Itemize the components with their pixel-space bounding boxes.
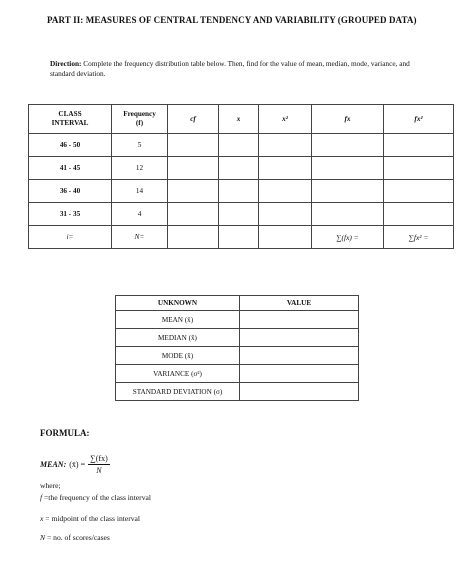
frequency-cell: 12 xyxy=(112,157,168,180)
fx-cell[interactable] xyxy=(312,180,384,203)
unknown-header-row xyxy=(116,296,359,311)
class-interval-cell: 41 - 45 xyxy=(29,157,112,180)
table-row xyxy=(116,329,359,347)
mean-denominator: N xyxy=(96,465,102,475)
mean-formula xyxy=(40,452,110,476)
unknown-label-mode: MODE (x̂) xyxy=(116,347,240,365)
empty-cell xyxy=(168,226,219,249)
fx-cell[interactable] xyxy=(312,134,384,157)
definition-text: = midpoint of the class interval xyxy=(43,514,141,523)
where-text: where; xyxy=(40,481,61,490)
cf-cell[interactable] xyxy=(168,157,219,180)
definition-text: =the frequency of the class interval xyxy=(42,493,151,502)
freq-header-row xyxy=(29,105,454,134)
total-n-cell[interactable]: N= xyxy=(112,226,168,249)
unknown-label-standard-deviation: STANDARD DEVIATION (σ) xyxy=(116,383,240,401)
class-interval-cell: 46 - 50 xyxy=(29,134,112,157)
table-row xyxy=(116,311,359,329)
header-class-interval: CLASS INTERVAL xyxy=(29,105,112,134)
x-squared-cell[interactable] xyxy=(259,157,312,180)
definition-symbol: f xyxy=(40,493,43,502)
cf-cell[interactable] xyxy=(168,203,219,226)
sum-fx-squared-cell[interactable]: ∑fx² = xyxy=(384,226,454,249)
definition-symbol: x xyxy=(40,514,44,523)
definition-x xyxy=(40,514,140,523)
table-row xyxy=(116,347,359,365)
definition-symbol: N xyxy=(40,533,46,542)
x-squared-cell[interactable] xyxy=(259,203,312,226)
value-cell-mean[interactable] xyxy=(240,311,359,329)
direction-label: Direction: xyxy=(50,59,82,68)
header-value: VALUE xyxy=(240,296,359,311)
fx-squared-cell[interactable] xyxy=(384,203,454,226)
mean-lhs: (x̄) = xyxy=(69,459,86,469)
table-row xyxy=(29,157,454,180)
unknown-label-mean: MEAN (x̄) xyxy=(116,311,240,329)
header-x-squared: x² xyxy=(259,105,312,134)
header-x: x xyxy=(219,105,259,134)
x-cell[interactable] xyxy=(219,180,259,203)
frequency-cell: 14 xyxy=(112,180,168,203)
unknown-label-median: MEDIAN (x̃) xyxy=(116,329,240,347)
part-title: PART II: MEASURES OF CENTRAL TENDENCY AND VARIABILITY (GROUPED DATA) xyxy=(47,15,417,25)
value-cell-standard-deviation[interactable] xyxy=(240,383,359,401)
direction-paragraph xyxy=(50,59,430,79)
cf-cell[interactable] xyxy=(168,180,219,203)
x-cell[interactable] xyxy=(219,157,259,180)
fx-squared-cell[interactable] xyxy=(384,180,454,203)
empty-cell xyxy=(259,226,312,249)
value-cell-variance[interactable] xyxy=(240,365,359,383)
header-unknown: UNKNOWN xyxy=(116,296,240,311)
fx-cell[interactable] xyxy=(312,203,384,226)
x-squared-cell[interactable] xyxy=(259,180,312,203)
sum-fx-cell[interactable]: ∑(fx) = xyxy=(312,226,384,249)
table-row xyxy=(29,180,454,203)
value-cell-mode[interactable] xyxy=(240,347,359,365)
class-interval-cell: 31 - 35 xyxy=(29,203,112,226)
fx-squared-cell[interactable] xyxy=(384,157,454,180)
x-cell[interactable] xyxy=(219,203,259,226)
header-fx: fx xyxy=(312,105,384,134)
header-frequency: Frequency (f) xyxy=(112,105,168,134)
fx-cell[interactable] xyxy=(312,157,384,180)
header-fx-squared: fx² xyxy=(384,105,454,134)
frequency-cell: 5 xyxy=(112,134,168,157)
unknown-value-table xyxy=(115,295,359,401)
summary-row xyxy=(29,226,454,249)
cf-cell[interactable] xyxy=(168,134,219,157)
class-width-cell[interactable]: i= xyxy=(29,226,112,249)
fx-squared-cell[interactable] xyxy=(384,134,454,157)
unknown-label-variance: VARIANCE (σ²) xyxy=(116,365,240,383)
definition-n xyxy=(40,533,110,542)
value-cell-median[interactable] xyxy=(240,329,359,347)
x-squared-cell[interactable] xyxy=(259,134,312,157)
table-row xyxy=(116,383,359,401)
definition-text: = no. of scores/cases xyxy=(45,533,110,542)
table-row xyxy=(29,134,454,157)
formula-heading: FORMULA: xyxy=(40,428,90,438)
mean-fraction xyxy=(88,454,110,475)
empty-cell xyxy=(219,226,259,249)
x-cell[interactable] xyxy=(219,134,259,157)
definition-f xyxy=(40,493,151,502)
frequency-cell: 4 xyxy=(112,203,168,226)
mean-numerator: ∑(fx) xyxy=(90,453,108,463)
mean-label: MEAN: xyxy=(40,459,67,469)
direction-text: Complete the frequency distribution table below. Then, find for the value of mean, median, mode, variance, and standard deviation. xyxy=(50,59,410,78)
class-interval-cell: 36 - 40 xyxy=(29,180,112,203)
table-row xyxy=(116,365,359,383)
header-cf: cf xyxy=(168,105,219,134)
table-row xyxy=(29,203,454,226)
frequency-distribution-table xyxy=(28,104,454,249)
